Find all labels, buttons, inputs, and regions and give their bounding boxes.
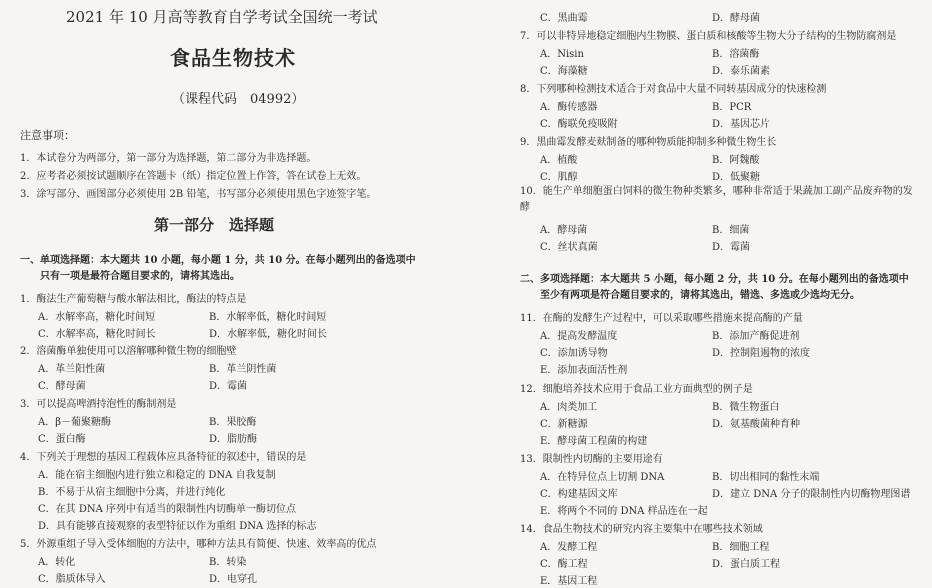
option-c: C．在其 DNA 序列中有适当的限制性内切酶单一酶切位点 bbox=[38, 504, 296, 515]
question-stem: 1．酶法生产葡萄糖与酸水解法相比，酶法的特点是 bbox=[20, 294, 247, 305]
notes-title: 注意事项： bbox=[20, 129, 75, 142]
section-heading bbox=[20, 253, 460, 285]
option-d: D．蛋白质工程 bbox=[712, 559, 781, 570]
option-b: B．微生物蛋白 bbox=[712, 402, 780, 413]
option-b: B．细胞工程 bbox=[712, 542, 770, 553]
question-stem: 13．限制性内切酶的主要用途有 bbox=[520, 454, 663, 465]
option-d: D．具有能够直接观察的表型特征以作为重组 DNA 选择的标志 bbox=[38, 521, 317, 532]
option-d: D．酵母菌 bbox=[712, 13, 761, 24]
option-b: B．切出相同的黏性末端 bbox=[712, 472, 820, 483]
option-c: C．酶工程 bbox=[540, 559, 588, 570]
note-item: 1．本试卷分为两部分，第一部分为选择题，第二部分为非选择题。 bbox=[20, 153, 317, 164]
option-a: A．革兰阳性菌 bbox=[38, 364, 106, 375]
option-d: D．脂肪酶 bbox=[209, 434, 258, 445]
option-d: D．水解率低，糖化时间长 bbox=[209, 329, 328, 340]
option-c: C．添加诱导物 bbox=[540, 348, 608, 359]
question-stem: 7．可以非特异地稳定细胞内生物膜、蛋白质和核酸等生物大分子结构的生物防腐剂是 bbox=[520, 31, 897, 42]
option-e: E．基因工程 bbox=[540, 576, 598, 587]
option-c: C．丝状真菌 bbox=[540, 242, 598, 253]
question-stem: 4．下列关于理想的基因工程载体应具备特征的叙述中，错误的是 bbox=[20, 452, 307, 463]
option-c: C．构建基因文库 bbox=[540, 489, 618, 500]
option-b: B．不易于从宿主细胞中分离，并进行纯化 bbox=[38, 487, 226, 498]
option-a: A．在特异位点上切割 DNA bbox=[540, 472, 665, 483]
question-stem: 5．外源重组子导入受体细胞的方法中，哪种方法具有简便、快速、效率高的优点 bbox=[20, 539, 377, 550]
option-a: A．提高发酵温度 bbox=[540, 331, 618, 342]
subject-title: 食品生物技术 bbox=[170, 46, 296, 70]
option-a: A．酶传感器 bbox=[540, 102, 598, 113]
option-a: A．β－葡聚糖酶 bbox=[38, 417, 112, 428]
option-b: B．水解率低，糖化时间短 bbox=[209, 312, 327, 323]
section-heading-line: 一、单项选择题：本大题共 10 小题，每小题 1 分，共 10 分。在每小题列出的备选项中 bbox=[20, 255, 416, 266]
option-d: D．霉菌 bbox=[209, 381, 248, 392]
option-a: A．植酸 bbox=[540, 155, 578, 166]
part-title: 第一部分 选择题 bbox=[154, 216, 275, 234]
option-b: B．转染 bbox=[209, 557, 247, 568]
note-item: 2．应考者必须按试题顺序在答题卡（纸）指定位置上作答，答在试卷上无效。 bbox=[20, 171, 367, 182]
option-e: E．将两个不同的 DNA 样品连在一起 bbox=[540, 506, 708, 517]
option-c: C．酶联免疫吸附 bbox=[540, 119, 618, 130]
question-stem: 8．下列哪种检测技术适合于对食品中大量不同转基因成分的快速检测 bbox=[520, 84, 827, 95]
option-d: D．霉菌 bbox=[712, 242, 751, 253]
question-stem: 3．可以提高啤酒持泡性的酶制剂是 bbox=[20, 399, 177, 410]
option-d: D．泰乐菌素 bbox=[712, 66, 771, 77]
option-d: D．基因芯片 bbox=[712, 119, 771, 130]
option-a: A．Nisin bbox=[540, 49, 584, 60]
question-stem: 12．细胞培养技术应用于食品工业方面典型的例子是 bbox=[520, 384, 753, 395]
option-d: D．电穿孔 bbox=[209, 574, 258, 585]
option-c: C．黑曲霉 bbox=[540, 13, 588, 24]
option-c: C．酵母菌 bbox=[38, 381, 86, 392]
option-e: E．酵母菌工程菌的构建 bbox=[540, 436, 648, 447]
section-heading-line: 至少有两项是符合题目要求的，请将其选出，错选、多选或少选均无分。 bbox=[540, 290, 860, 301]
option-b: B．溶菌酶 bbox=[712, 49, 760, 60]
option-c: C．海藻糖 bbox=[540, 66, 588, 77]
section-heading bbox=[520, 272, 930, 304]
option-c: C．蛋白酶 bbox=[38, 434, 86, 445]
option-b: B．细菌 bbox=[712, 225, 750, 236]
option-c: C．肌醇 bbox=[540, 172, 578, 183]
option-a: A．发酵工程 bbox=[540, 542, 598, 553]
option-b: B．革兰阴性菌 bbox=[209, 364, 277, 375]
option-d: D．氨基酸菌种育种 bbox=[712, 419, 801, 430]
option-a: A．肉类加工 bbox=[540, 402, 598, 413]
question-stem: 2．溶菌酶单独使用可以溶解哪种微生物的细胞壁 bbox=[20, 346, 237, 357]
option-d: D．建立 DNA 分子的限制性内切酶物理图谱 bbox=[712, 489, 911, 500]
section-heading-line: 只有一项是最符合题目要求的，请将其选出。 bbox=[40, 271, 240, 282]
exam-title: 2021 年 10 月高等教育自学考试全国统一考试 bbox=[66, 8, 378, 26]
section-heading-line: 二、多项选择题：本大题共 5 小题，每小题 2 分，共 10 分。在每小题列出的备选项中 bbox=[520, 274, 909, 285]
option-a: A．酵母菌 bbox=[540, 225, 588, 236]
option-b: B．阿魏酸 bbox=[712, 155, 760, 166]
question-stem: 9．黑曲霉发酵麦麸制备的哪种物质能抑制多种微生物生长 bbox=[520, 137, 777, 148]
option-b: B．果胶酶 bbox=[209, 417, 257, 428]
question-stem: 11．在酶的发酵生产过程中，可以采取哪些措施来提高酶的产量 bbox=[520, 313, 803, 324]
option-c: C．脂质体导入 bbox=[38, 574, 106, 585]
option-d: D．低聚糖 bbox=[712, 172, 761, 183]
option-a: A．水解率高，糖化时间短 bbox=[38, 312, 156, 323]
option-b: B．添加产酶促进剂 bbox=[712, 331, 800, 342]
option-c: C．新糖源 bbox=[540, 419, 588, 430]
option-a: A．转化 bbox=[38, 557, 76, 568]
option-e: E．添加表面活性剂 bbox=[540, 365, 628, 376]
question-stem: 10．能生产单细胞蛋白饲料的微生物种类繁多，哪种非常适于果蔬加工副产品废弃物的发酵 bbox=[520, 186, 913, 213]
option-c: C．水解率高，糖化时间长 bbox=[38, 329, 156, 340]
note-item: 3．涂写部分、画图部分必须使用 2B 铅笔，书写部分必须使用黑色字迹签字笔。 bbox=[20, 189, 377, 200]
option-b: B．PCR bbox=[712, 102, 752, 113]
option-a: A．能在宿主细胞内进行独立和稳定的 DNA 自我复制 bbox=[38, 470, 276, 481]
option-d: D．控制阻遏物的浓度 bbox=[712, 348, 811, 359]
course-code: （课程代码 04992） bbox=[172, 92, 305, 107]
question-stem: 14．食品生物技术的研究内容主要集中在哪些技术领域 bbox=[520, 524, 763, 535]
